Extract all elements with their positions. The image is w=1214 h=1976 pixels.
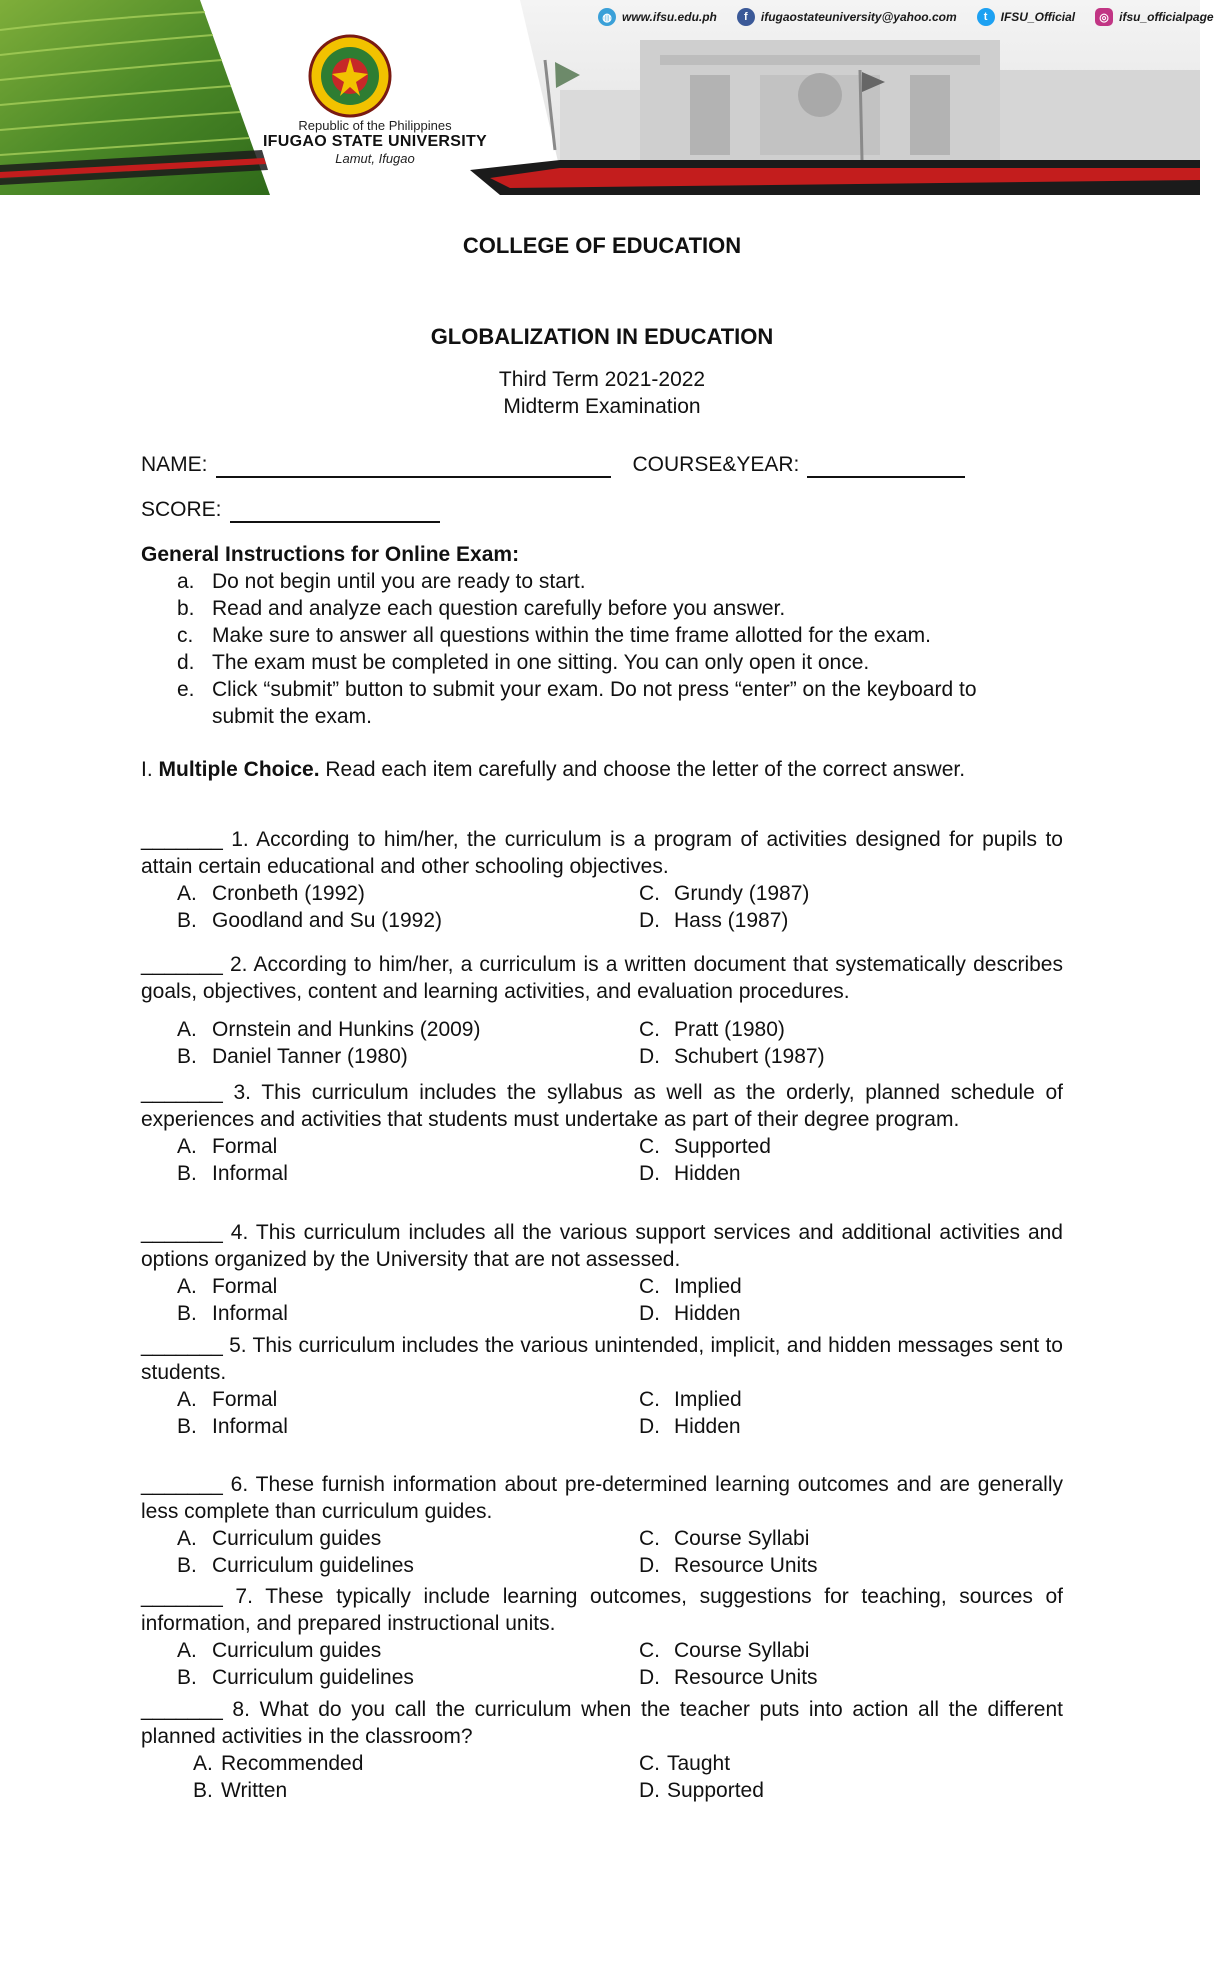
option-text: Informal [212,1162,288,1185]
option-text: Formal [212,1388,278,1411]
section-header [141,756,1063,783]
answer-option[interactable] [639,907,939,934]
option-text: Course Syllabi [674,1527,810,1550]
option-text: Curriculum guidelines [212,1554,414,1577]
exam-type-text: Midterm Examination [503,395,701,418]
social-twitter[interactable] [977,8,1075,26]
option-text: Hidden [674,1162,741,1185]
college-heading: COLLEGE OF EDUCATION [462,233,742,258]
instruction-item [141,595,1063,622]
answer-option[interactable] [639,1043,939,1070]
answer-options [141,1525,1063,1579]
option-letter: A. [177,1135,197,1158]
option-letter: D. [639,909,660,932]
instruction-item [141,622,1063,649]
answer-option[interactable] [177,1664,639,1691]
option-text: Written [221,1779,288,1802]
answer-option[interactable] [177,907,639,934]
option-letter: C. [639,1018,660,1041]
instruction-marker: a. [177,570,195,593]
option-text: Cronbeth (1992) [212,882,365,905]
section-number: I. [141,758,153,781]
question-text: These typically include learning outcomes, suggestions for teaching, sources of information, and prepared instructional units. [141,1585,1063,1635]
instructions-title: General Instructions for Online Exam: [141,543,520,566]
option-letter: C. [639,1527,660,1550]
answer-blank[interactable]: _______ [141,1473,223,1496]
globe-icon: ◍ [598,8,616,26]
section-title: Multiple Choice. [158,758,320,781]
answer-option[interactable] [177,880,639,907]
option-letter: C. [639,1639,660,1662]
answer-option[interactable] [639,1750,955,1777]
option-letter: C. [639,1388,660,1411]
option-text: Recommended [221,1752,364,1775]
social-instagram[interactable] [1095,8,1213,26]
answer-options [141,1750,1063,1804]
option-letter: A. [177,1018,197,1041]
question-text: According to him/her, the curriculum is a program of activities designed for pupils to attain certain educational and other schooling objectives. [141,828,1063,878]
answer-blank[interactable]: _______ [141,1698,223,1721]
option-letter: C. [639,1135,660,1158]
answer-option[interactable] [639,1133,939,1160]
question-item [141,951,1063,1070]
university-name: IFUGAO STATE UNIVERSITY [262,133,488,150]
option-text: Pratt (1980) [674,1018,785,1041]
answer-option[interactable] [193,1750,655,1777]
option-letter: C. [639,882,660,905]
option-letter: D. [639,1779,660,1802]
question-text: These furnish information about pre-determined learning outcomes and are generally less complete than curriculum guides. [141,1473,1063,1523]
instagram-icon: ◎ [1095,8,1113,26]
question-item [141,1583,1063,1691]
question-number: 8. [232,1698,250,1721]
instruction-text: The exam must be completed in one sitting. You can only open it once. [212,651,870,674]
social-links [598,8,1214,26]
answer-option[interactable] [177,1552,639,1579]
option-text: Goodland and Su (1992) [212,909,443,932]
answer-blank[interactable]: _______ [141,1081,223,1104]
question-number: 2. [229,953,248,976]
answer-option[interactable] [193,1777,655,1804]
answer-option[interactable] [639,1016,939,1043]
question-stem [141,951,1063,1005]
instruction-marker: c. [177,624,194,647]
instruction-text: Do not begin until you are ready to start. [212,570,586,593]
option-text: Formal [212,1135,278,1158]
question-stem [141,1332,1063,1386]
instructions-list [141,568,1063,730]
option-text: Informal [212,1415,288,1438]
option-text: Hidden [674,1302,741,1325]
option-letter: D. [639,1415,660,1438]
question-item [141,1332,1063,1440]
question-text: This curriculum includes the various unintended, implicit, and hidden messages sent to students. [141,1334,1063,1384]
answer-option[interactable] [177,1300,639,1327]
question-item [141,826,1063,934]
question-item [141,1471,1063,1579]
option-text: Taught [667,1752,731,1775]
answer-option[interactable] [639,1413,939,1440]
name-input-line[interactable] [216,454,611,478]
answer-option[interactable] [639,1552,939,1579]
university-identity [240,118,510,166]
option-letter: B. [177,1666,197,1689]
instructions-block [141,541,1063,730]
instruction-marker: e. [177,678,195,701]
answer-options [141,1637,1063,1691]
option-letter: A. [193,1752,213,1775]
instruction-item [141,568,1063,595]
option-letter: D. [639,1045,660,1068]
option-text: Supported [667,1779,764,1802]
answer-blank[interactable]: _______ [141,1334,223,1357]
option-text: Grundy (1987) [674,882,810,905]
twitter-icon: t [977,8,995,26]
option-text: Resource Units [674,1554,818,1577]
instruction-marker: d. [177,651,195,674]
website-text: www.ifsu.edu.ph [622,10,717,24]
question-item [141,1079,1063,1187]
option-text: Hass (1987) [674,909,789,932]
instruction-text: Read and analyze each question carefully before you answer. [212,597,786,620]
question-text: What do you call the curriculum when the teacher puts into action all the different planned activities in the classroom? [141,1698,1063,1748]
option-letter: A. [177,882,197,905]
option-text: Resource Units [674,1666,818,1689]
option-letter: C. [639,1752,660,1775]
answer-blank[interactable]: _______ [141,828,223,851]
answer-option[interactable] [177,1016,639,1043]
question-number: 4. [230,1221,249,1244]
option-letter: A. [177,1527,197,1550]
answer-option[interactable] [639,1160,939,1187]
answer-option[interactable] [639,1300,939,1327]
course-title: GLOBALIZATION IN EDUCATION [430,324,774,349]
republic-text: Republic of the Philippines [298,118,452,133]
question-stem [141,1219,1063,1273]
answer-option[interactable] [639,1777,955,1804]
answer-blank[interactable]: _______ [141,953,223,976]
section-instruction: Read each item carefully and choose the letter of the correct answer. [325,758,966,781]
option-text: Hidden [674,1415,741,1438]
answer-options [141,1386,1063,1440]
question-text: This curriculum includes all the various support services and additional activities and options organized by the University that are not assessed. [141,1221,1063,1271]
name-label: NAME: [141,453,208,476]
university-location: Lamut, Ifugao [335,151,415,166]
option-letter: A. [177,1388,197,1411]
option-letter: B. [177,1415,197,1438]
score-input-line[interactable] [230,499,440,523]
answer-option[interactable] [177,1525,639,1552]
question-item [141,1219,1063,1327]
answer-option[interactable] [177,1637,639,1664]
question-number: 7. [235,1585,253,1608]
student-info-fields [141,451,1063,523]
social-website[interactable] [598,8,717,26]
letterhead-banner [0,0,1214,195]
term-block [141,366,1063,420]
answer-option[interactable] [639,880,939,907]
option-letter: A. [177,1275,197,1298]
option-text: Informal [212,1302,288,1325]
option-letter: B. [177,1554,197,1577]
option-text: Ornstein and Hunkins (2009) [212,1018,481,1041]
instagram-text: ifsu_officialpage [1119,10,1214,24]
option-text: Implied [674,1275,742,1298]
question-stem [141,1471,1063,1525]
question-item [141,1696,1063,1804]
facebook-icon: f [737,8,755,26]
question-number: 5. [229,1334,247,1357]
question-text: This curriculum includes the syllabus as well as the orderly, planned schedule of experiences and activities that students must undertake as part of their degree program. [141,1081,1063,1131]
option-letter: D. [639,1162,660,1185]
option-letter: C. [639,1275,660,1298]
option-letter: A. [177,1639,197,1662]
option-letter: D. [639,1666,660,1689]
option-letter: B. [177,1162,197,1185]
question-stem [141,826,1063,880]
answer-option[interactable] [639,1664,939,1691]
answer-blank[interactable]: _______ [141,1221,223,1244]
twitter-text: IFSU_Official [1000,10,1076,24]
rice-terraces-image [0,0,280,195]
option-text: Course Syllabi [674,1639,810,1662]
answer-options [141,1273,1063,1327]
question-number: 1. [231,828,249,851]
course-year-label: COURSE&YEAR: [632,453,800,476]
score-label: SCORE: [141,498,222,521]
university-seal-icon [298,34,402,120]
option-letter: B. [177,1302,197,1325]
question-stem [141,1696,1063,1750]
instruction-item [141,649,1063,676]
email-text: ifugaostateuniversity@yahoo.com [760,10,957,24]
answer-blank[interactable]: _______ [141,1585,223,1608]
option-text: Curriculum guides [212,1639,382,1662]
option-letter: D. [639,1554,660,1577]
answer-options [141,880,1063,934]
answer-option[interactable] [639,1386,939,1413]
option-text: Formal [212,1275,278,1298]
instruction-text: Make sure to answer all questions within the time frame allotted for the exam. [212,624,932,647]
option-text: Daniel Tanner (1980) [212,1045,408,1068]
answer-options [141,1016,1063,1070]
option-text: Curriculum guides [212,1527,382,1550]
option-letter: B. [177,1045,197,1068]
question-stem [141,1583,1063,1637]
answer-option[interactable] [177,1133,639,1160]
question-number: 3. [233,1081,251,1104]
option-text: Supported [674,1135,771,1158]
option-text: Schubert (1987) [674,1045,825,1068]
answer-option[interactable] [639,1273,939,1300]
question-stem [141,1079,1063,1133]
answer-option[interactable] [177,1273,639,1300]
question-text: According to him/her, a curriculum is a written document that systematically describes goals, objectives, content and learning activities, and evaluation procedures. [141,953,1063,1003]
option-text: Curriculum guidelines [212,1666,414,1689]
option-text: Implied [674,1388,742,1411]
instruction-text: Click “submit” button to submit your exam. Do not press “enter” on the keyboard to submit the exam. [212,678,977,728]
term-text: Third Term 2021-2022 [498,368,706,391]
course-year-input-line[interactable] [807,454,965,478]
social-facebook[interactable] [737,8,957,26]
answer-option[interactable] [639,1525,939,1552]
answer-option[interactable] [177,1043,639,1070]
answer-option[interactable] [639,1637,939,1664]
option-letter: B. [177,909,197,932]
instruction-marker: b. [177,597,195,620]
option-letter: D. [639,1302,660,1325]
option-letter: B. [193,1779,213,1802]
question-number: 6. [230,1473,249,1496]
answer-option[interactable] [177,1160,639,1187]
answer-options [141,1133,1063,1187]
answer-option[interactable] [177,1413,639,1440]
answer-option[interactable] [177,1386,639,1413]
instruction-item [141,676,1063,730]
